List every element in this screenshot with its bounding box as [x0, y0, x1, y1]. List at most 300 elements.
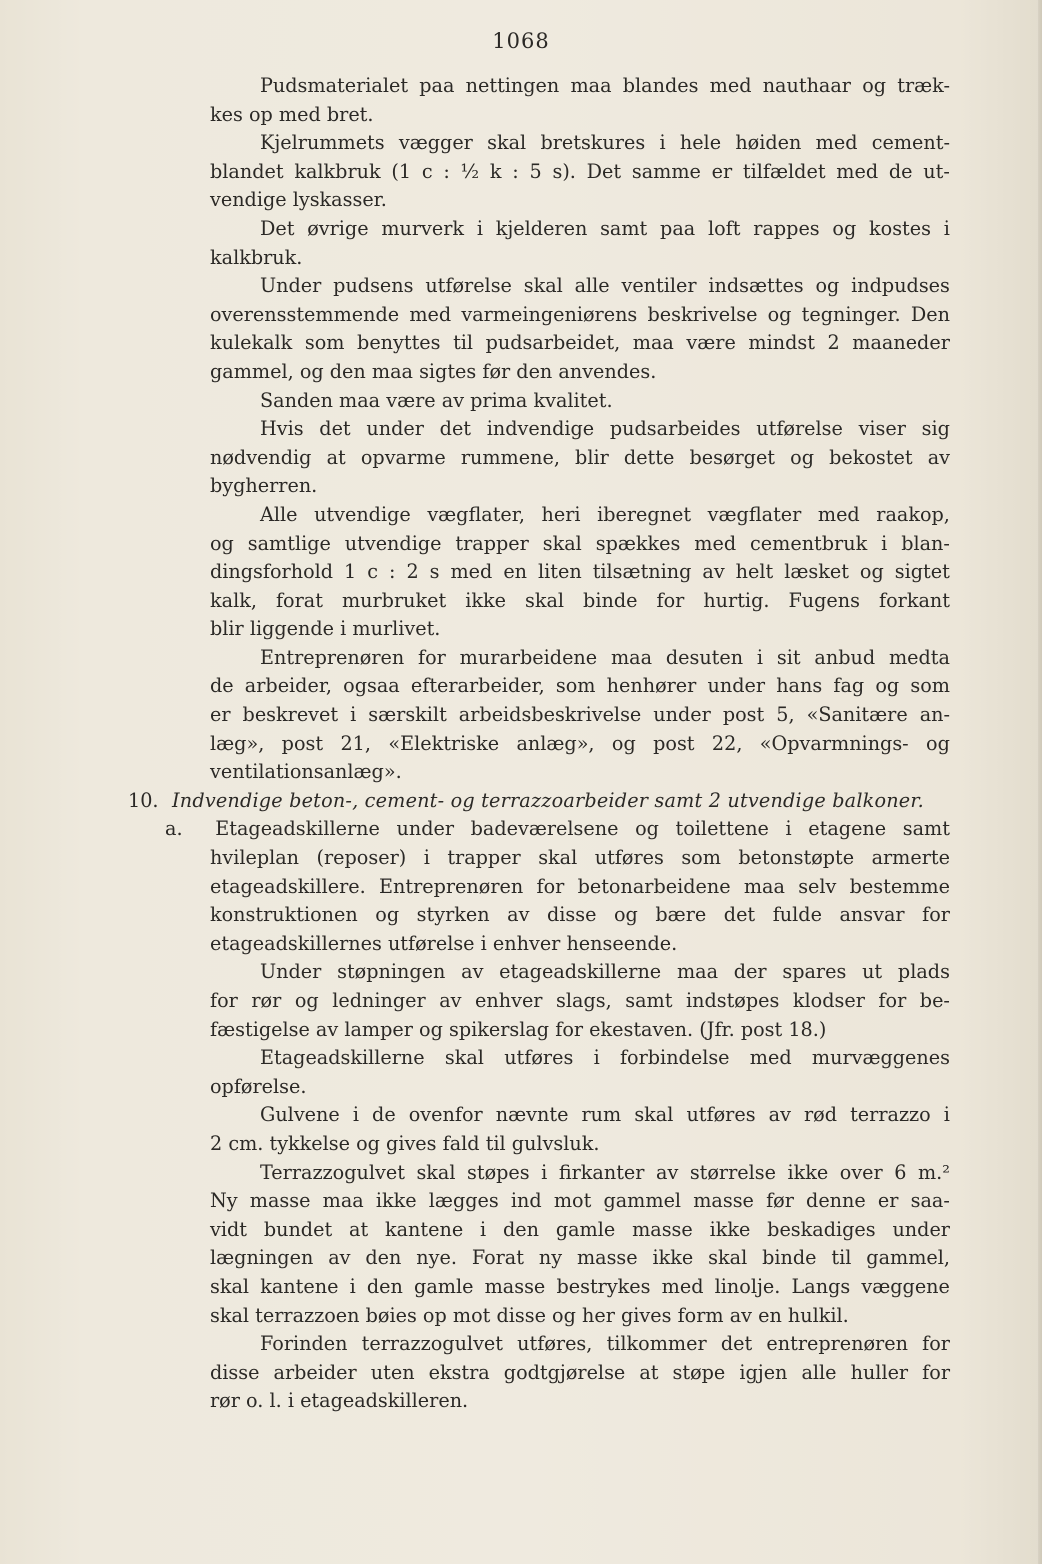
- word: i: [352, 1103, 359, 1127]
- word: i: [881, 531, 888, 555]
- word: rør: [210, 1389, 240, 1413]
- text-line: [210, 1073, 950, 1102]
- word: o.: [246, 1389, 264, 1413]
- word: forkant: [879, 588, 950, 612]
- word: maa: [676, 960, 719, 984]
- word: mot: [553, 1189, 592, 1213]
- word: for: [656, 588, 685, 612]
- word: Ny: [210, 1189, 238, 1213]
- word: av: [328, 1246, 351, 1270]
- word: med: [749, 1046, 792, 1070]
- word: her: [581, 1303, 615, 1327]
- word: cementbruk: [750, 531, 868, 555]
- word: fald: [442, 1131, 480, 1155]
- word: under: [707, 674, 766, 698]
- word: ventiler: [621, 274, 697, 298]
- word: indvendige: [486, 417, 595, 441]
- word: utføres: [686, 1103, 756, 1127]
- word: indpudses: [851, 274, 950, 298]
- word: ut: [862, 960, 883, 984]
- word: i: [541, 1160, 548, 1184]
- text-line: [210, 415, 950, 444]
- word: vidt: [210, 1217, 247, 1241]
- word: binde: [762, 1246, 817, 1270]
- word: samt: [902, 817, 950, 841]
- word: 22,: [711, 731, 743, 755]
- word: enhver: [492, 931, 561, 955]
- word: post: [722, 703, 765, 727]
- word: murarbeidene: [459, 645, 598, 669]
- word: Etageadskillerne: [215, 817, 380, 841]
- word: for: [555, 1017, 584, 1041]
- word: høiden: [735, 131, 802, 155]
- word: desuten: [665, 645, 744, 669]
- word: over: [839, 1160, 883, 1184]
- word: blir: [575, 445, 609, 469]
- word: overensstemmende: [210, 302, 400, 326]
- word: utføres: [504, 1046, 574, 1070]
- word: paa: [660, 216, 696, 240]
- word: den: [329, 359, 366, 383]
- word: Gulvene: [260, 1103, 340, 1127]
- word: før: [766, 1189, 794, 1213]
- word: etageadskillerne: [499, 960, 662, 984]
- word: nye.: [416, 1246, 457, 1270]
- text-line: [210, 1359, 950, 1388]
- word: disse: [496, 1303, 546, 1327]
- word: maaneder: [852, 331, 950, 355]
- word: blan-: [901, 531, 950, 555]
- word: etageadskillere.: [210, 874, 366, 898]
- text-line: [210, 1159, 950, 1188]
- word: i: [480, 1217, 487, 1241]
- word: plads: [897, 960, 950, 984]
- word: kes: [210, 102, 243, 126]
- word: hurtig.: [703, 588, 770, 612]
- word: murbruket: [341, 588, 447, 612]
- word: og: [613, 903, 638, 927]
- word: Kjelrummets: [260, 131, 385, 155]
- word: enhver: [475, 989, 543, 1012]
- word: av: [927, 445, 950, 469]
- word: 5,: [776, 703, 795, 727]
- word: de: [888, 159, 913, 183]
- word: nævnte: [495, 1103, 569, 1127]
- word: sig: [921, 417, 950, 441]
- word: der: [733, 960, 767, 984]
- word: betonstøpte: [738, 846, 855, 870]
- word: støpningen: [337, 960, 446, 984]
- word: alle: [801, 1360, 837, 1384]
- word: i: [340, 617, 347, 641]
- word: lyskasser.: [292, 188, 387, 212]
- word: medta: [888, 645, 950, 669]
- word: lægges: [428, 1189, 499, 1213]
- word: tilkommer: [606, 1332, 707, 1356]
- word: samt: [600, 216, 648, 240]
- word: sigtes: [419, 359, 477, 383]
- word: rummene,: [460, 445, 560, 469]
- word: med: [817, 502, 860, 526]
- word: Det: [260, 216, 295, 240]
- word: rappes: [753, 216, 820, 240]
- word: den: [366, 1274, 403, 1298]
- word: vendige: [210, 188, 287, 212]
- word: gamle: [414, 1274, 474, 1298]
- text-line: [210, 958, 950, 987]
- word: med: [815, 131, 858, 155]
- word: rum: [581, 1103, 622, 1127]
- word: murverk: [381, 216, 465, 240]
- word: s: [429, 560, 440, 584]
- word: post: [740, 1017, 783, 1041]
- word: skal: [708, 1246, 748, 1270]
- word: de: [372, 1103, 396, 1127]
- word: blandet: [210, 159, 284, 183]
- word: disse: [546, 903, 597, 927]
- word: 2: [210, 1131, 223, 1155]
- word: saa-: [910, 1189, 950, 1213]
- word: i: [350, 703, 357, 727]
- text-line: [210, 644, 950, 673]
- word: gamle: [555, 1217, 616, 1241]
- word: vægger: [398, 131, 473, 155]
- word: konstruktionen: [210, 903, 358, 927]
- word: masse: [484, 1274, 546, 1298]
- word: læg»,: [210, 731, 265, 755]
- word: det: [720, 1332, 753, 1356]
- word: øvrige: [307, 216, 369, 240]
- word: nettingen: [465, 74, 560, 97]
- section-title: Indvendige beton-, cement- og terrazzoarbeider samt 2 utvendige balkoner.: [172, 788, 924, 812]
- word: terrazzogulvet: [361, 1332, 503, 1356]
- word: bøies: [365, 1303, 417, 1327]
- word: henhører: [606, 674, 697, 698]
- page-number: 1068: [492, 29, 550, 53]
- section-number: 10.: [128, 788, 159, 812]
- text-line: [165, 815, 950, 844]
- word: arbeider: [273, 1360, 357, 1384]
- word: hulkil.: [787, 1303, 849, 1327]
- word: utføres,: [517, 1332, 593, 1356]
- word: henseende.: [566, 931, 678, 955]
- word: trapper: [455, 531, 529, 555]
- word: under: [653, 703, 711, 727]
- word: vægflater: [707, 502, 802, 526]
- word: før: [482, 359, 511, 383]
- text-line: [210, 387, 950, 416]
- text-line: [210, 472, 950, 501]
- word: bære: [655, 903, 707, 927]
- word: disse: [210, 1360, 260, 1384]
- word: utførelse: [387, 931, 475, 955]
- word: gulvsluk.: [511, 1131, 600, 1155]
- word: post: [653, 731, 695, 755]
- word: an-: [919, 703, 950, 727]
- word: Forat: [471, 1246, 524, 1270]
- word: av: [441, 388, 465, 412]
- word: maa: [371, 359, 413, 383]
- word: (Jfr.: [699, 1017, 735, 1041]
- word: bundet: [263, 1217, 333, 1241]
- text-line: [210, 873, 950, 902]
- word: Pudsmaterialet: [260, 74, 409, 97]
- word: og: [552, 1303, 576, 1327]
- word: Under: [260, 960, 322, 984]
- word: ledninger: [332, 989, 426, 1012]
- word: gammel,: [866, 1246, 950, 1270]
- word: under: [366, 417, 424, 441]
- text-line: [210, 329, 950, 358]
- word: i: [943, 216, 950, 240]
- word: murvæggenes: [811, 1046, 950, 1070]
- word: med: [836, 159, 879, 183]
- word: 2: [827, 331, 840, 355]
- word: skal: [523, 274, 563, 298]
- word: særskilt: [368, 703, 447, 727]
- text-line: [210, 558, 950, 587]
- page-body: [128, 72, 950, 1416]
- text-line: [210, 1216, 950, 1245]
- word: pudsarbeidet,: [485, 331, 621, 355]
- word: skal: [538, 846, 578, 870]
- word: til: [831, 1246, 852, 1270]
- text-line: [210, 272, 950, 301]
- text-line: [210, 615, 950, 644]
- word: varmeingeniørens: [461, 302, 638, 326]
- word: kalkbruk: [294, 159, 381, 183]
- word: maa: [610, 645, 653, 669]
- section-heading: [128, 787, 950, 816]
- word: i: [593, 1046, 600, 1070]
- word: i: [423, 846, 430, 870]
- word: det: [723, 903, 756, 927]
- word: og: [299, 359, 324, 383]
- word: beskadiges: [767, 1217, 876, 1241]
- word: godtgjørelse: [503, 1360, 626, 1384]
- word: med: [661, 1274, 704, 1298]
- word: (reposer): [316, 846, 407, 870]
- word: forbindelse: [619, 1046, 730, 1070]
- word: tilsætning: [592, 560, 692, 584]
- word: vægflater,: [427, 502, 525, 526]
- text-line: [210, 244, 950, 273]
- text-line: [210, 1187, 950, 1216]
- page-edge: [1038, 0, 1042, 1564]
- word: utførelse: [756, 417, 843, 441]
- word: anvendes.: [558, 359, 657, 383]
- word: dingsforhold: [210, 560, 334, 584]
- word: ikke: [465, 588, 506, 612]
- word: til: [453, 331, 474, 355]
- word: den: [365, 1246, 402, 1270]
- word: spares: [782, 960, 847, 984]
- text-line: [210, 1302, 950, 1331]
- word: maa: [322, 1189, 364, 1213]
- word: lamper: [344, 1017, 413, 1041]
- text-line: [210, 844, 950, 873]
- word: og: [375, 903, 400, 927]
- word: samtlige: [247, 531, 331, 555]
- word: c: [421, 159, 433, 183]
- word: som: [910, 674, 950, 698]
- word: «Sanitære: [806, 703, 908, 727]
- word: og: [635, 817, 659, 841]
- word: igjen: [739, 1360, 788, 1384]
- word: tykkelse: [269, 1131, 350, 1155]
- word: og: [862, 74, 887, 97]
- word: uten: [370, 1360, 415, 1384]
- word: at: [326, 445, 346, 469]
- word: under: [892, 1217, 950, 1241]
- word: liten: [538, 560, 582, 584]
- word: utføres: [594, 846, 664, 870]
- word: op: [422, 1303, 447, 1327]
- word: at: [639, 1360, 659, 1384]
- word: ogsaa: [343, 674, 400, 698]
- word: besørget: [689, 445, 776, 469]
- word: terrazzo: [850, 1103, 931, 1127]
- word: sigtet: [894, 560, 950, 584]
- word: av: [768, 1103, 791, 1127]
- word: av: [507, 903, 530, 927]
- word: læsket: [784, 560, 849, 584]
- word: det: [439, 417, 472, 441]
- word: gammel: [603, 1189, 682, 1213]
- word: etagene: [808, 817, 887, 841]
- word: fæstigelse: [210, 1017, 310, 1041]
- text-line: [210, 1330, 950, 1359]
- word: terrazzoen: [255, 1303, 360, 1327]
- text-line: [210, 501, 950, 530]
- word: med: [450, 560, 493, 584]
- word: post: [281, 731, 324, 755]
- word: Hvis: [260, 417, 304, 441]
- word: av: [315, 1017, 339, 1041]
- word: Alle: [260, 502, 298, 526]
- word: skal: [524, 588, 565, 612]
- word: hvileplan: [210, 846, 300, 870]
- word: heri: [541, 502, 581, 526]
- word: tegninger.: [801, 302, 901, 326]
- word: kalk,: [210, 588, 257, 612]
- word: utførelse: [425, 274, 512, 298]
- word: og: [815, 274, 840, 298]
- word: badeværelsene: [470, 817, 619, 841]
- word: for: [878, 989, 907, 1012]
- word: kvalitet.: [533, 388, 613, 412]
- word: lægningen: [210, 1246, 314, 1270]
- word: er: [877, 1189, 899, 1213]
- word: væggene: [861, 1274, 950, 1298]
- text-line: [210, 301, 950, 330]
- word: skal: [210, 1274, 250, 1298]
- word: med: [278, 102, 321, 126]
- word: og: [859, 560, 884, 584]
- word: ikke: [709, 1217, 751, 1241]
- text-line: [210, 987, 950, 1016]
- word: trapper: [447, 846, 521, 870]
- word: :: [443, 159, 450, 183]
- word: samme: [631, 159, 701, 183]
- word: som: [304, 331, 345, 355]
- text-line: [210, 672, 950, 701]
- word: armerte: [871, 846, 950, 870]
- word: samt: [625, 989, 673, 1012]
- word: sit: [776, 645, 801, 669]
- word: størrelse: [689, 1160, 776, 1184]
- text-line: [210, 1044, 950, 1073]
- text-line: [210, 1101, 950, 1130]
- word: m.²: [917, 1160, 950, 1184]
- word: av: [656, 1160, 679, 1184]
- word: arbeidsbeskrivelse: [458, 703, 642, 727]
- word: med: [409, 302, 452, 326]
- text-line: [210, 701, 950, 730]
- word: skal: [416, 1160, 456, 1184]
- word: ind: [510, 1189, 542, 1213]
- word: den: [502, 1217, 539, 1241]
- word: og: [210, 531, 234, 555]
- word: for: [922, 903, 950, 927]
- word: be-: [919, 989, 950, 1012]
- word: maa: [339, 388, 381, 412]
- word: s).: [552, 159, 576, 183]
- word: skal: [210, 1303, 250, 1327]
- word: beskrevet: [242, 703, 339, 727]
- word: Under: [260, 274, 322, 298]
- word: for: [922, 1360, 950, 1384]
- text-line: [210, 1273, 950, 1302]
- word: blandes: [622, 74, 699, 97]
- word: masse: [576, 1246, 638, 1270]
- word: alle: [574, 274, 610, 298]
- word: hans: [776, 674, 823, 698]
- word: i: [943, 1103, 950, 1127]
- word: dette: [623, 445, 675, 469]
- word: efterarbeider,: [410, 674, 545, 698]
- text-line: [210, 587, 950, 616]
- word: pudsarbeides: [609, 417, 741, 441]
- word: og: [294, 989, 319, 1012]
- word: blir: [210, 617, 244, 641]
- word: og: [767, 302, 792, 326]
- word: l.: [269, 1389, 282, 1413]
- word: forat: [275, 588, 323, 612]
- word: i: [480, 931, 487, 955]
- word: og: [832, 216, 857, 240]
- word: for: [418, 645, 446, 669]
- text-line: [210, 530, 950, 559]
- word: av: [461, 960, 484, 984]
- word: og: [790, 445, 814, 469]
- word: utvendige: [344, 531, 442, 555]
- word: Terrazzogulvet: [260, 1160, 405, 1184]
- word: mindst: [748, 331, 815, 355]
- text-line: [210, 72, 950, 101]
- word: maa: [632, 331, 674, 355]
- word: som: [681, 846, 721, 870]
- word: fag: [833, 674, 865, 698]
- word: til: [485, 1131, 506, 1155]
- word: k: [489, 159, 502, 183]
- word: nødvendig: [210, 445, 312, 469]
- word: i: [785, 817, 792, 841]
- word: c: [367, 560, 378, 584]
- word: er: [711, 159, 733, 183]
- word: med: [709, 74, 752, 97]
- word: bygherren.: [210, 474, 318, 498]
